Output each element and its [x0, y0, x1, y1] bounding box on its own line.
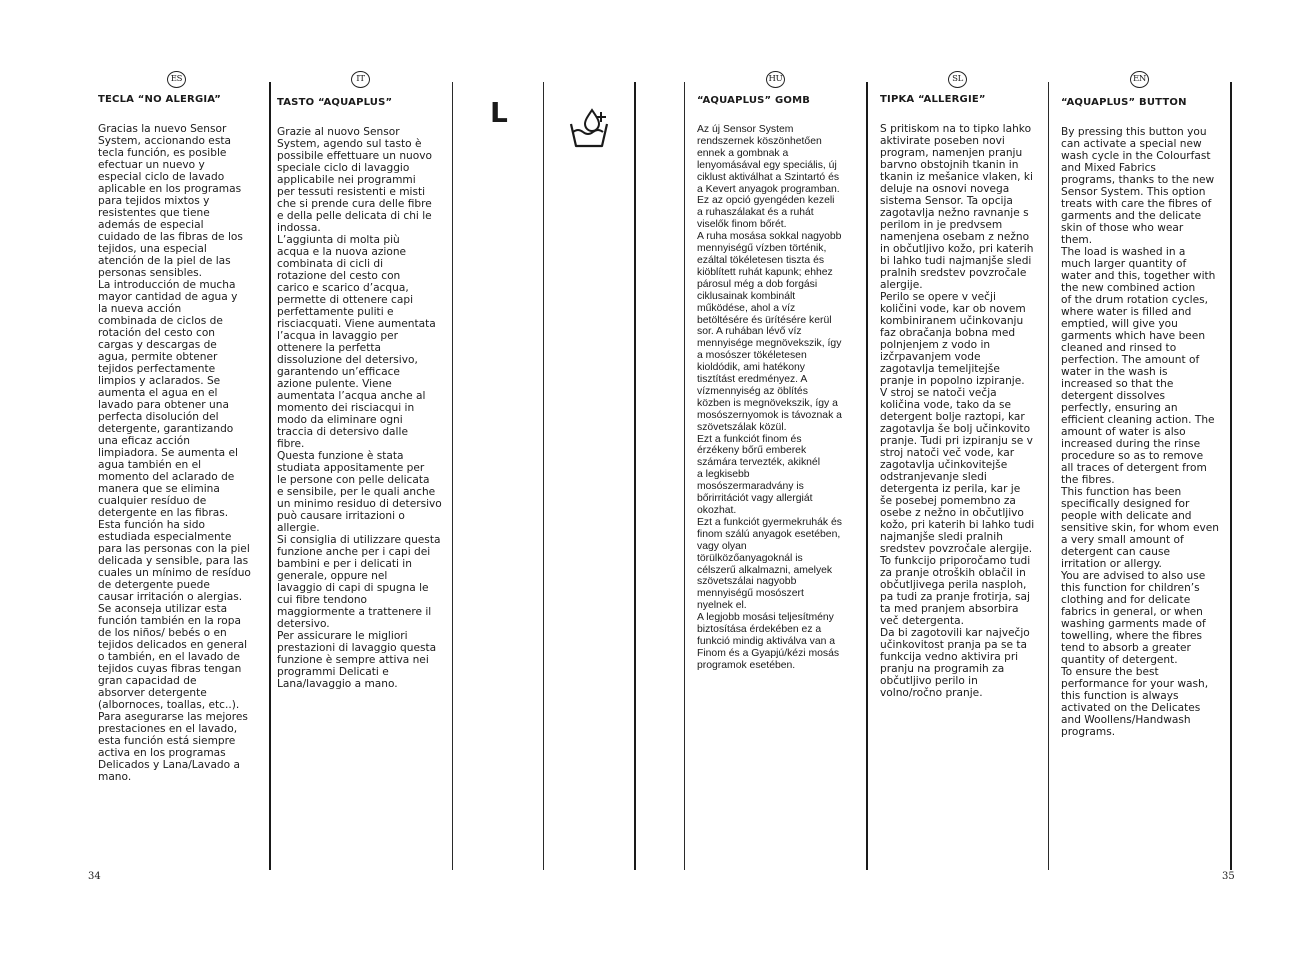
side-marker-l: L	[490, 96, 508, 129]
section-title-hu: “AQUAPLUS” GOMB	[697, 95, 811, 106]
column-it	[277, 97, 449, 690]
section-body-hu: Az új Sensor System rendszernek köszönhetően ennek a gombnak a lenyomásával egy speciális, új ciklust aktiválhat a Szintartó és a Kevert anyagok programban. Ez az opció gyengéden kezeli a ruhaszálakat és a ruhát viselők finom bőrét. A ruha mosása sokkal nagyobb mennyiségű vízben történik, ezáltal tökéletesen tiszta és kiöblített ruhát kapunk; ehhez párosul még a dob forgási ciklusainak kombinált működése, ahol a víz betöltésére és ürítésére kerül sor. A ruhában lévő víz mennyisége megnövekszik, így a mosószer tökéletesen kioldódik, ami hatékony tisztítást eredményez. A vízmennyiség az öblítés közben is megnövekszik, így a mosószernyomok is távoznak a szövetszálak közül. Ezt a funkciót finom és érzékeny bőrű emberek számára tervezték, akiknél a legkisebb mosószermaradvány is bőrirritációt vagy allergiát okozhat. Ezt a funkciót gyermekruhák és finom szálú anyagok esetében, vagy olyan törülközőanyagoknál is célszerű alkalmazni, amelyek szövetszálai nagyobb mennyiségű mosószert nyelnek el. A legjobb mosási teljesítmény biztosítása érdekében ez a funkció mindig aktiválva van a Finom és a Gyapjú/kézi mosás programok esetében.	[697, 124, 842, 671]
section-body-sl: S pritiskom na to tipko lahko aktivirate poseben novi program, namenjen pranju barvno obstojnih tkanin in tkanin iz mešanice vlaken, ki deluje na osnovi novega sistema Sensor. Ta opcija zagotavlja nežno ravnanje s perilom in je predvsem namenjena osebam z nežno in občutljivo kožo, pri katerih bi lahko tudi najmanjše sledi pralnih sredstev povzročale alergije. Perilo se opere v večji količini vode, kar ob novem kombiniranem učinkovanju faz obračanja bobna med polnjenjem z vodo in izčrpavanjem vode zagotavlja temeljitejše pranje in popolno izpiranje. V stroj se natoči večja količina vode, tako da se detergent bolje raztopi, kar zagotavlja še bolj učinkovito pranje. Tudi pri izpiranju se v stroj natoči več vode, kar zagotavlja učinkovitejše odstranjevanje sledi detergenta iz perila, kar je še posebej pomembno za osebe z nežno in občutljivo kožo, pri katerih bi lahko tudi najmanjše sledi pralnih sredstev povzročale alergije. To funkcijo priporočamo tudi za pranje otroških oblačil in občutljivega perila nasploh, pa tudi za pranje frotirja, saj ta med pranjem absorbira več detergenta. Da bi zagotovili kar največjo učinkovitost pranja pa se ta funkcija vedno aktivira pri pranju na programih za občutljivo perilo in volno/ročno pranje.	[880, 123, 1035, 699]
column-divider	[1048, 82, 1049, 870]
section-title-es: TECLA “NO ALERGIA”	[98, 94, 222, 105]
section-body-it: Grazie al nuovo Sensor System, agendo sul tasto è possibile effettuare un nuovo speciale ciclo di lavaggio applicabile nei programmi per tessuti resistenti e misti che si prende cura delle fibre e della pelle delicata di chi le indossa. L’aggiunta di molta più acqua e la nuova azione combinata di cicli di rotazione del cesto con carico e scarico d’acqua, permette di ottenere capi perfettamente puliti e risciacquati. Viene aumentata l’acqua in lavaggio per ottenere la perfetta dissoluzione del detersivo, garantendo un’efficace azione pulente. Viene aumentata l’acqua anche al momento dei risciacqui in modo da eliminare ogni traccia di detersivo dalle fibre. Questa funzione è stata studiata appositamente per le persone con pelle delicata e sensibile, per le quali anche un minimo residuo di detersivo può causare irritazioni o allergie. Si consiglia di utilizzare questa funzione anche per i capi dei bambini e per i delicati in generale, oppure nel lavaggio di capi di spugna le cui fibre tendono maggiormente a trattenere il detersivo. Per assicurare le migliori prestazioni di lavaggio questa funzione è sempre attiva nei programmi Delicati e Lana/lavaggio a mano.	[277, 126, 442, 690]
column-en	[1061, 97, 1229, 738]
page-number-right: 35	[1222, 871, 1235, 882]
column-es	[98, 94, 264, 783]
column-divider	[684, 82, 685, 870]
language-badge-hu: HU	[766, 71, 785, 88]
language-badge-it: IT	[351, 71, 370, 88]
column-divider	[1230, 82, 1232, 870]
section-body-en: By pressing this button you can activate a special new wash cycle in the Colourfast and Mixed Fabrics programs, thanks to the new Sensor System. This option treats with care the fibres of garments and the delicate skin of those who wear them. The load is washed in a much larger quantity of water and this, together with the new combined action of the drum rotation cycles, where water is filled and emptied, will give you garments which have been cleaned and rinsed to perfection. The amount of water in the wash is increased so that the detergent dissolves perfectly, ensuring an efficient cleaning action. The amount of water is also increased during the rinse procedure so as to remove all traces of detergent from the fibres. This function has been specifically designed for people with delicate and sensitive skin, for whom even a very small amount of detergent can cause irritation or allergy. You are advised to also use this function for children’s clothing and for delicate fabrics in general, or when washing garments made of towelling, where the fibres tend to absorb a greater quantity of detergent. To ensure the best performance for your wash, this function is always activated on the Delicates and Woollens/Handwash programs.	[1061, 126, 1220, 738]
column-divider	[634, 82, 636, 870]
language-badge-sl: SL	[948, 71, 967, 88]
column-sl	[880, 94, 1046, 699]
column-divider	[452, 82, 453, 870]
aquaplus-wash-tub-icon	[568, 106, 612, 152]
page-number-left: 34	[88, 871, 101, 882]
section-body-es: Gracias la nuevo Sensor System, accionando esta tecla función, es posible efectuar un nuevo y especial ciclo de lavado aplicable en los programas para tejidos mixtos y resistentes que tiene además de especial cuidado de las fibras de los tejidos, una especial atención de la piel de las personas sensibles. La introducción de mucha mayor cantidad de agua y la nueva acción combinada de ciclos de rotación del cesto con cargas y descargas de agua, permite obtener tejidos perfectamente limpios y aclarados. Se aumenta el agua en el lavado para obtener una perfecta disolución del detergente, garantizando una eficaz acción limpiadora. Se aumenta el agua también en el momento del aclarado de manera que se elimina cualquier resíduo de detergente en las fibras. Esta función ha sido estudiada especialmente para las personas con la piel delicada y sensible, para las cuales un mínimo de resíduo de detergente puede causar irritación o alergias. Se aconseja utilizar esta función también en la ropa de los niños/ bebés o en tejidos delicados en general o también, en el lavado de tejidos cuyas fibras tengan gran capacidad de absorver detergente (albornoces, toallas, etc..). Para asegurarse las mejores prestaciones en el lavado, esta función está siempre activa en los programas Delicados y Lana/Lavado a mano.	[98, 123, 251, 783]
column-divider	[269, 82, 271, 870]
column-divider	[866, 82, 868, 870]
language-badge-es: ES	[167, 71, 186, 88]
language-badge-en: EN	[1130, 71, 1149, 88]
section-title-it: TASTO “AQUAPLUS”	[277, 97, 393, 108]
section-title-en: “AQUAPLUS” BUTTON	[1061, 97, 1187, 108]
section-title-sl: TIPKA “ALLERGIE”	[880, 94, 986, 105]
column-hu	[697, 95, 863, 672]
column-divider	[543, 82, 544, 870]
